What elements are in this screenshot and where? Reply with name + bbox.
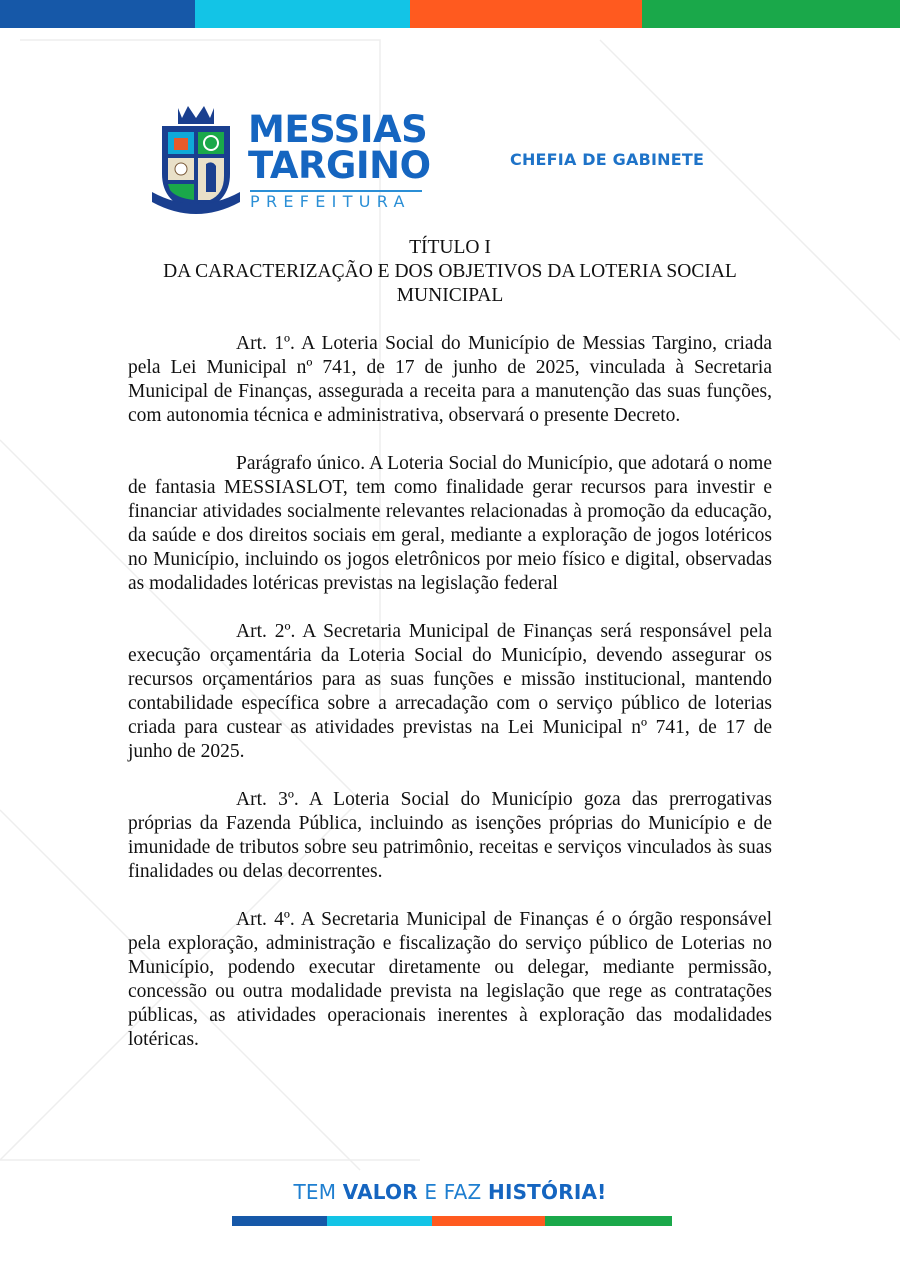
top-bar-segment-orange	[410, 0, 642, 28]
paragraph-art-2: Art. 2º. A Secretaria Municipal de Finanças será responsável pela execução orçamentária da Loteria Social do Município, devendo assegurar os recursos orçamentários para as suas funções e missão institucional, mantendo contabilidade específica sobre a arrecadação com o serviço público de loterias criada para custear as atividades previstas na Lei Municipal nº 741, de 17 de junho de 2025.	[128, 621, 772, 762]
document-title	[128, 236, 772, 308]
brand-name: MESSIAS TARGINO	[248, 108, 431, 187]
top-bar-segment-green	[642, 0, 900, 28]
bottom-color-bar	[232, 1216, 672, 1226]
footer-slogan	[0, 1180, 900, 1204]
top-color-bar	[0, 0, 900, 28]
bottom-bar-segment-blue	[232, 1216, 327, 1226]
top-bar-segment-blue	[0, 0, 195, 28]
slogan-part-4: HISTÓRIA!	[488, 1180, 607, 1204]
department-label: CHEFIA DE GABINETE	[510, 150, 705, 169]
paragraph-art-1: Art. 1º. A Loteria Social do Município de Messias Targino, criada pela Lei Municipal nº 741, de 17 de junho de 2025, vinculada à Secretaria Municipal de Finanças, assegurada a receita para a manutenção das suas funções, com autonomia técnica e administrativa, observará o presente Decreto.	[128, 333, 772, 426]
bottom-bar-segment-orange	[432, 1216, 545, 1226]
crest-icon	[152, 104, 240, 216]
paragraph-art-4: Art. 4º. A Secretaria Municipal de Finanças é o órgão responsável pela exploração, administração e fiscalização do serviço público de Loterias no Município, podendo executar diretamente ou delegar, mediante permissão, concessão ou outra modalidade prevista na legislação que rege as contratações públicas, as atividades operacionais inerentes à exploração das modalidades lotéricas.	[128, 909, 772, 1050]
top-bar-segment-cyan	[195, 0, 410, 28]
paragraph-art-3: Art. 3º. A Loteria Social do Município goza das prerrogativas próprias da Fazenda Pública, incluindo as isenções próprias do Município e de imunidade de tributos sobre seu patrimônio, receitas e serviços vinculados às suas finalidades ou delas decorrentes.	[128, 789, 772, 882]
document-body	[128, 332, 772, 1076]
slogan-part-1: TEM	[293, 1180, 343, 1204]
prefeitura-logo	[152, 104, 442, 216]
title-line-2: DA CARACTERIZAÇÃO E DOS OBJETIVOS DA LOTERIA SOCIAL MUNICIPAL	[163, 261, 737, 306]
paragraph-single: Parágrafo único. A Loteria Social do Município, que adotará o nome de fantasia MESSIASLOT, tem como finalidade gerar recursos para investir e financiar atividades socialmente relevantes relacionadas à promoção da educação, da saúde e dos direitos sociais em geral, mediante a exploração de jogos lotéricos no Município, incluindo os jogos eletrônicos por meio físico e digital, observadas as modalidades lotéricas previstas na legislação federal	[128, 453, 772, 594]
slogan-part-3: E FAZ	[417, 1180, 488, 1204]
brand-subtitle: PREFEITURA	[250, 192, 411, 211]
bottom-bar-segment-cyan	[327, 1216, 432, 1226]
bottom-bar-segment-green	[545, 1216, 672, 1226]
title-line-1: TÍTULO I	[409, 237, 491, 258]
slogan-part-2: VALOR	[342, 1180, 418, 1204]
